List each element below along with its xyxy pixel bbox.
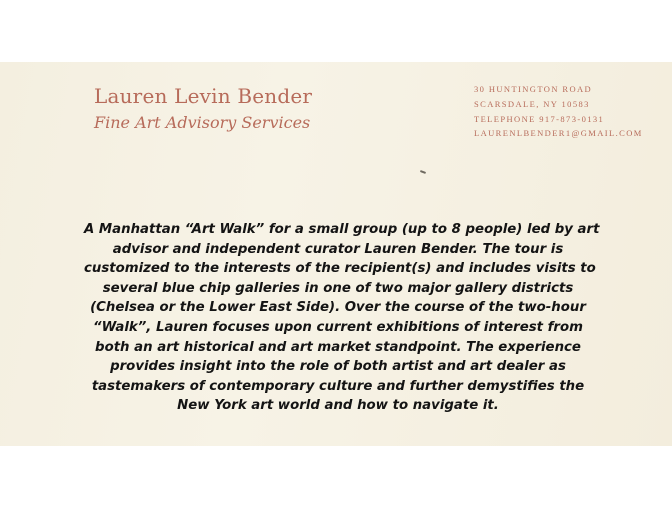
description-line: advisor and independent curator Lauren Bender. The tour is — [112, 241, 564, 257]
letterhead-name: Lauren Levin Bender — [94, 84, 313, 108]
description-line: several blue chip galleries in one of two major gallery districts — [102, 280, 574, 296]
address-street: 30 HUNTINGTON ROAD — [474, 84, 593, 94]
letterhead-card — [0, 62, 672, 446]
ink-mark — [420, 170, 426, 174]
description-line: both an art historical and art market standpoint. The experience — [95, 339, 581, 355]
description-line: customized to the interests of the recipient(s) and includes visits to — [84, 261, 596, 277]
art-walk-description — [84, 220, 600, 416]
description-line: provides insight into the role of both artist and art dealer as — [110, 359, 566, 375]
address-city: SCARSDALE, NY 10583 — [474, 98, 590, 109]
description-line: (Chelsea or the Lower East Side). Over the course of the two-hour — [90, 300, 586, 316]
description-line: A Manhattan “Art Walk” for a small group (up to 8 people) led by art — [84, 222, 600, 237]
letterhead-tagline: Fine Art Advisory Services — [94, 113, 311, 132]
letterhead-address — [474, 82, 643, 141]
address-email: LAURENLBENDER1@GMAIL.COM — [474, 128, 643, 139]
description-line: New York art world and how to navigate it. — [177, 398, 499, 414]
description-line: tastemakers of contemporary culture and further demystifies the — [91, 378, 585, 394]
description-line: “Walk”, Lauren focuses upon current exhibitions of interest from — [93, 319, 583, 335]
address-telephone: TELEPHONE 917-873-0131 — [474, 113, 605, 124]
